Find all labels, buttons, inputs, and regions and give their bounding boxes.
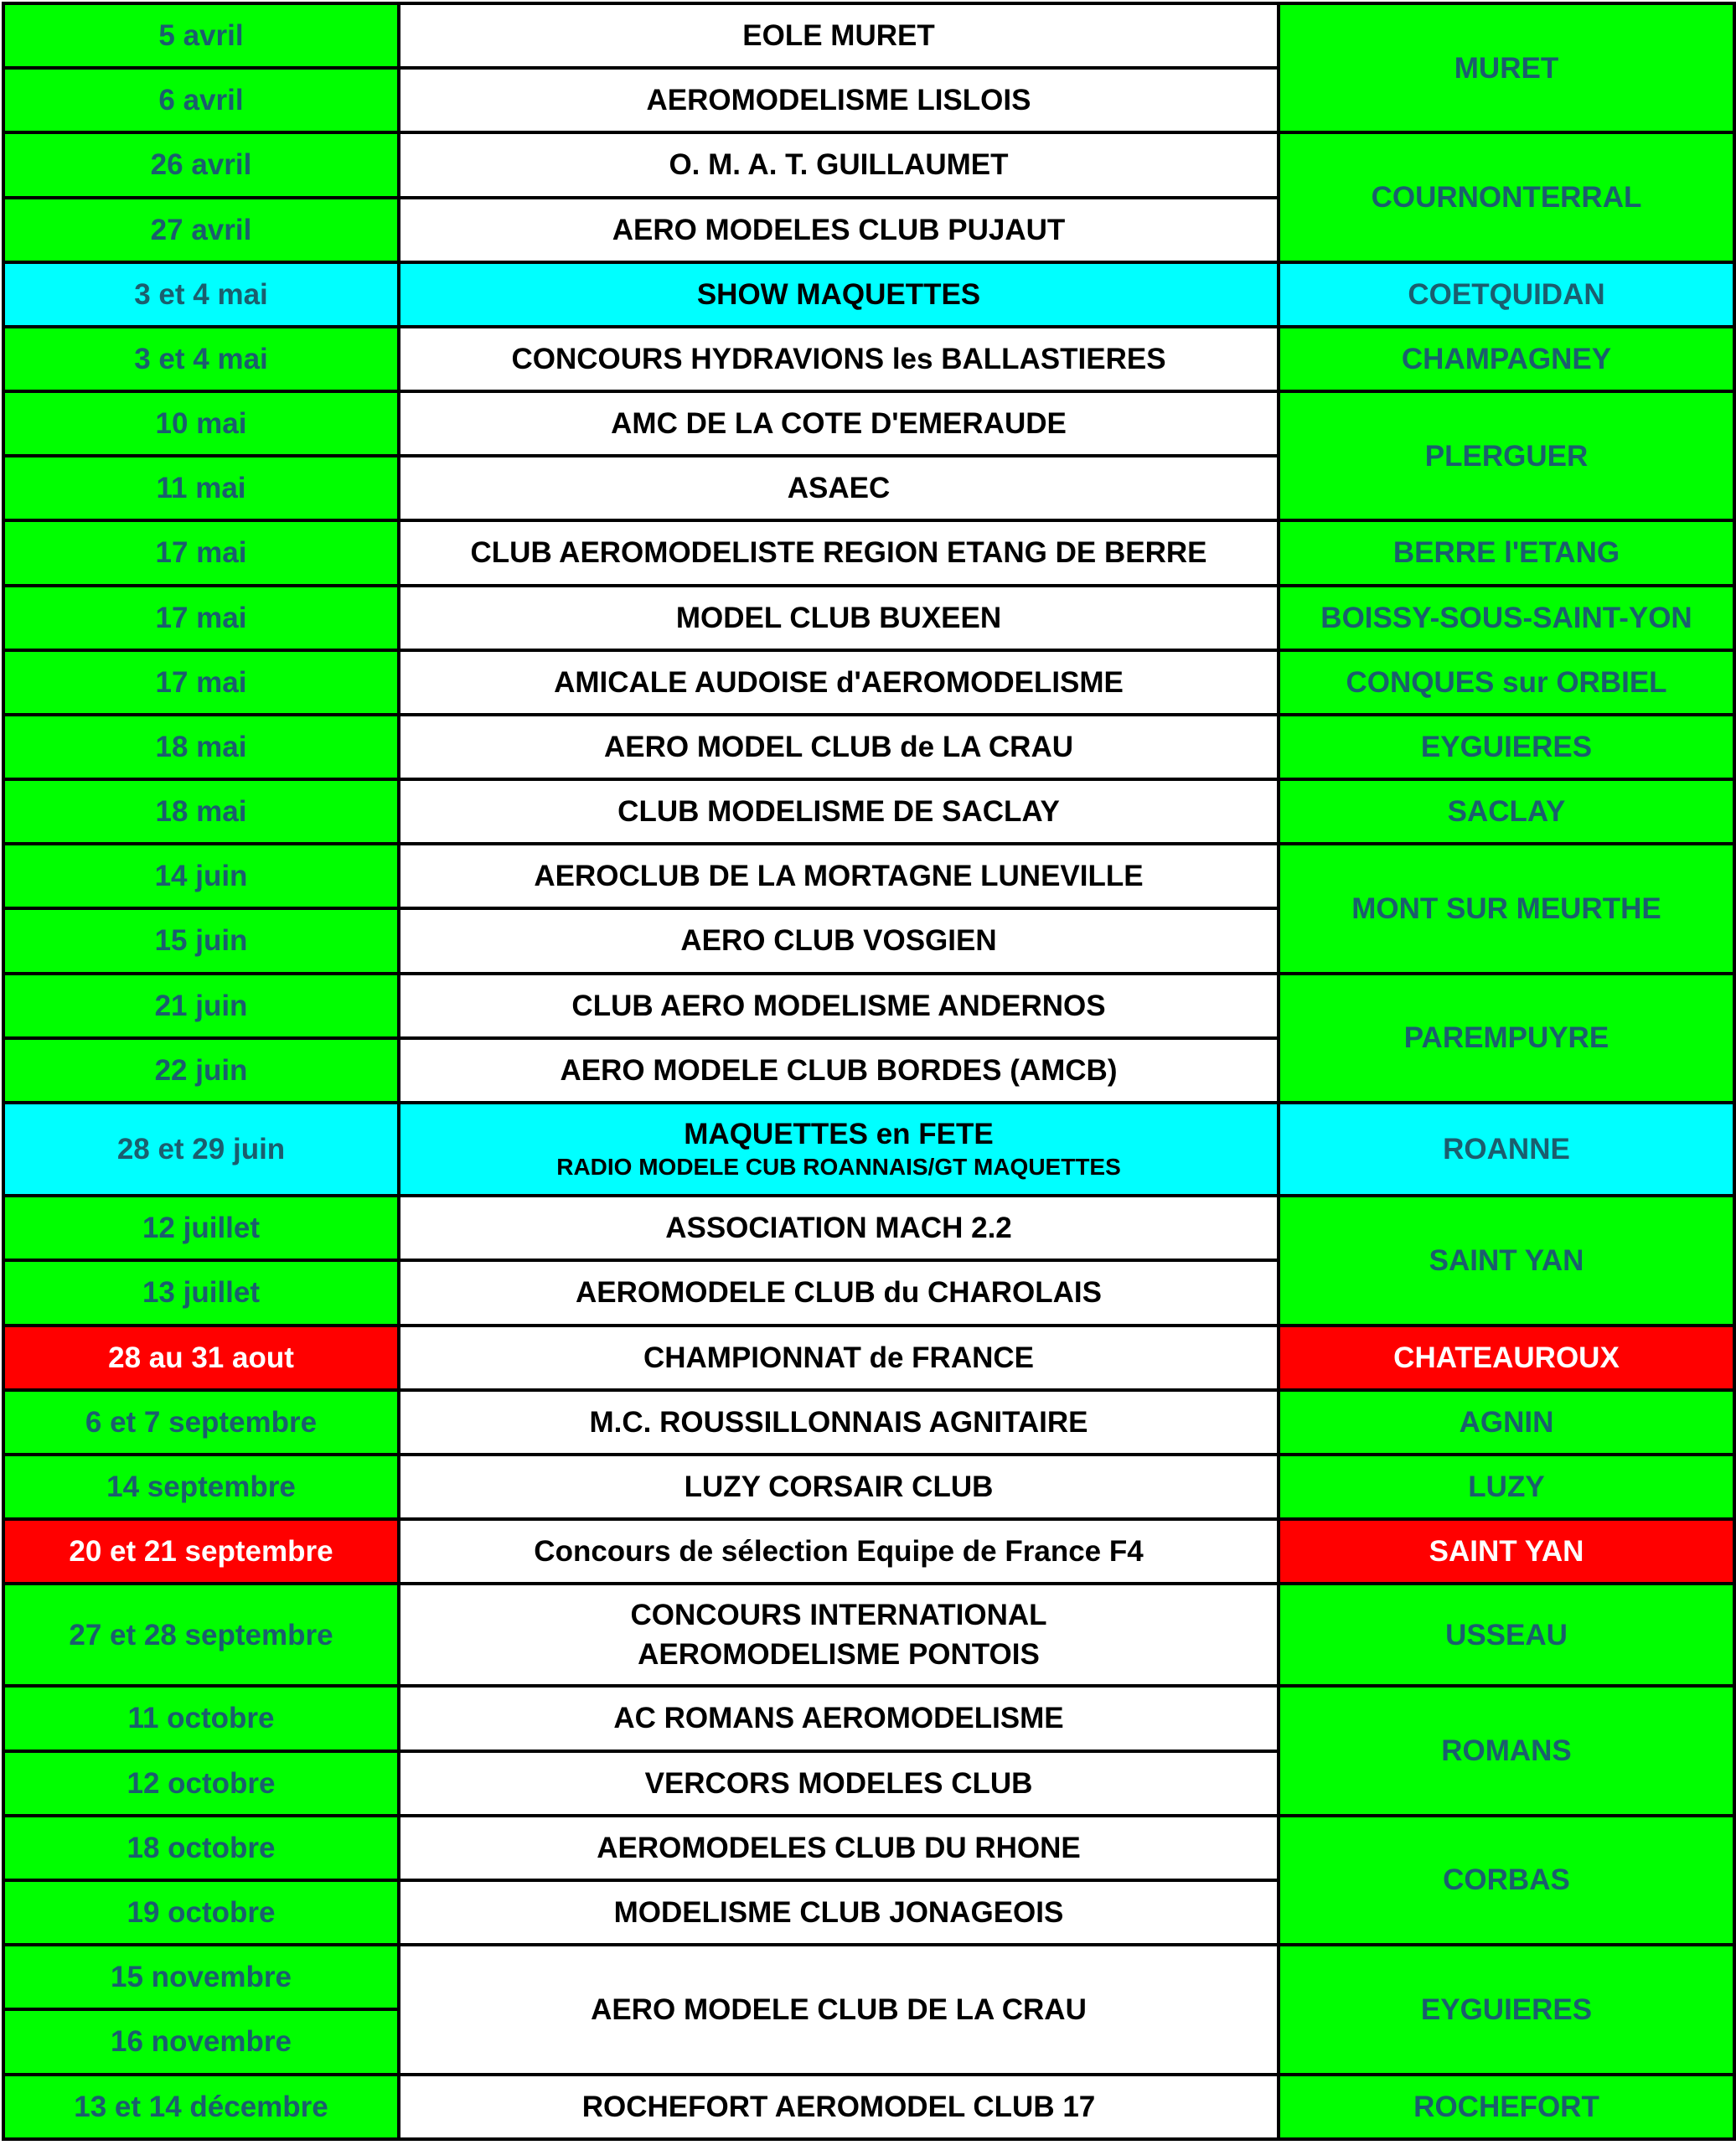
club-cell: ASAEC [399,456,1279,520]
club-cell [399,1584,1279,1686]
place-cell: USSEAU [1279,1584,1734,1686]
club-line: CONCOURS INTERNATIONAL [630,1599,1047,1632]
date-cell: 17 mai [3,586,399,650]
date-cell: 14 septembre [3,1455,399,1519]
date-cell: 27 avril [3,198,399,262]
table-row [3,650,1734,715]
club-cell: CLUB AERO MODELISME ANDERNOS [399,974,1279,1038]
club-cell: Concours de sélection Equipe de France F4 [399,1519,1279,1584]
place-cell: BOISSY-SOUS-SAINT-YON [1279,586,1734,650]
date-cell: 3 et 4 mai [3,262,399,327]
place-cell: EYGUIERES [1279,715,1734,779]
club-cell [399,1103,1279,1196]
date-cell: 20 et 21 septembre [3,1519,399,1584]
club-cell: VERCORS MODELES CLUB [399,1751,1279,1816]
place-cell: CONQUES sur ORBIEL [1279,650,1734,715]
club-title: MAQUETTES en FETE [684,1118,994,1151]
date-cell: 11 mai [3,456,399,520]
place-cell: CHAMPAGNEY [1279,327,1734,391]
club-cell: AC ROMANS AEROMODELISME [399,1686,1279,1750]
table-row [3,1686,1734,1750]
place-cell: CHATEAUROUX [1279,1326,1734,1390]
date-cell: 3 et 4 mai [3,327,399,391]
date-cell: 14 juin [3,844,399,908]
date-cell: 26 avril [3,132,399,197]
table-row [3,1196,1734,1260]
place-cell: ROANNE [1279,1103,1734,1196]
club-subtitle: RADIO MODELE CUB ROANNAIS/GT MAQUETTES [556,1154,1121,1181]
date-cell: 21 juin [3,974,399,1038]
place-cell: COETQUIDAN [1279,262,1734,327]
table-row [3,1103,1734,1196]
date-cell: 28 au 31 aout [3,1326,399,1390]
date-cell: 6 et 7 septembre [3,1390,399,1455]
club-cell: AMC DE LA COTE D'EMERAUDE [399,391,1279,456]
date-cell: 22 juin [3,1038,399,1103]
club-cell: AERO MODELES CLUB PUJAUT [399,198,1279,262]
table-row [3,132,1734,197]
table-row [3,779,1734,844]
date-cell: 6 avril [3,68,399,132]
place-cell: ROMANS [1279,1686,1734,1815]
club-cell: AEROCLUB DE LA MORTAGNE LUNEVILLE [399,844,1279,908]
date-cell: 19 octobre [3,1880,399,1945]
club-cell: MODEL CLUB BUXEEN [399,586,1279,650]
place-cell: MONT SUR MEURTHE [1279,844,1734,973]
table-row [3,1584,1734,1686]
table-row [3,3,1734,68]
club-cell: AEROMODELES CLUB DU RHONE [399,1816,1279,1880]
date-cell: 17 mai [3,520,399,585]
date-cell: 10 mai [3,391,399,456]
place-cell: LUZY [1279,1455,1734,1519]
date-cell: 11 octobre [3,1686,399,1750]
place-cell: MURET [1279,3,1734,132]
club-cell: M.C. ROUSSILLONNAIS AGNITAIRE [399,1390,1279,1455]
date-cell: 13 juillet [3,1260,399,1325]
place-cell: ROCHEFORT [1279,2075,1734,2139]
club-cell: LUZY CORSAIR CLUB [399,1455,1279,1519]
club-cell: MODELISME CLUB JONAGEOIS [399,1880,1279,1945]
club-cell: AERO CLUB VOSGIEN [399,908,1279,973]
club-cell: ASSOCIATION MACH 2.2 [399,1196,1279,1260]
place-cell: EYGUIERES [1279,1945,1734,2074]
club-cell: SHOW MAQUETTES [399,262,1279,327]
date-cell: 15 novembre [3,1945,399,2009]
club-cell: O. M. A. T. GUILLAUMET [399,132,1279,197]
table-row [3,715,1734,779]
date-cell: 28 et 29 juin [3,1103,399,1196]
table-row [3,974,1734,1038]
date-cell: 12 juillet [3,1196,399,1260]
table-row [3,2075,1734,2139]
table-row [3,586,1734,650]
table-row [3,1326,1734,1390]
club-cell: AERO MODELE CLUB BORDES (AMCB) [399,1038,1279,1103]
club-cell: AMICALE AUDOISE d'AEROMODELISME [399,650,1279,715]
club-cell: AERO MODEL CLUB de LA CRAU [399,715,1279,779]
date-cell: 13 et 14 décembre [3,2075,399,2139]
place-cell: PLERGUER [1279,391,1734,520]
table-row [3,1945,1734,2009]
table-row [3,391,1734,456]
date-cell: 5 avril [3,3,399,68]
table-row [3,1390,1734,1455]
table-row [3,262,1734,327]
club-cell: CHAMPIONNAT de FRANCE [399,1326,1279,1390]
club-cell: ROCHEFORT AEROMODEL CLUB 17 [399,2075,1279,2139]
table-row [3,1816,1734,1880]
place-cell: BERRE l'ETANG [1279,520,1734,585]
date-cell: 16 novembre [3,2009,399,2074]
table-row [3,844,1734,908]
club-cell: AEROMODELISME LISLOIS [399,68,1279,132]
date-cell: 27 et 28 septembre [3,1584,399,1686]
place-cell: AGNIN [1279,1390,1734,1455]
club-cell: EOLE MURET [399,3,1279,68]
place-cell: SAINT YAN [1279,1196,1734,1325]
place-cell: COURNONTERRAL [1279,132,1734,261]
club-cell: CONCOURS HYDRAVIONS les BALLASTIERES [399,327,1279,391]
table-row [3,327,1734,391]
table-row [3,520,1734,585]
club-line: AEROMODELISME PONTOIS [638,1638,1040,1672]
date-cell: 15 juin [3,908,399,973]
calendar-table [2,2,1736,2141]
club-cell: CLUB AEROMODELISTE REGION ETANG DE BERRE [399,520,1279,585]
table-row [3,1519,1734,1584]
place-cell: CORBAS [1279,1816,1734,1945]
place-cell: PAREMPUYRE [1279,974,1734,1103]
table-row [3,1455,1734,1519]
date-cell: 18 mai [3,779,399,844]
club-cell: AERO MODELE CLUB DE LA CRAU [399,1945,1279,2074]
date-cell: 18 mai [3,715,399,779]
place-cell: SAINT YAN [1279,1519,1734,1584]
date-cell: 12 octobre [3,1751,399,1816]
date-cell: 18 octobre [3,1816,399,1880]
club-cell: AEROMODELE CLUB du CHAROLAIS [399,1260,1279,1325]
club-cell: CLUB MODELISME DE SACLAY [399,779,1279,844]
date-cell: 17 mai [3,650,399,715]
place-cell: SACLAY [1279,779,1734,844]
